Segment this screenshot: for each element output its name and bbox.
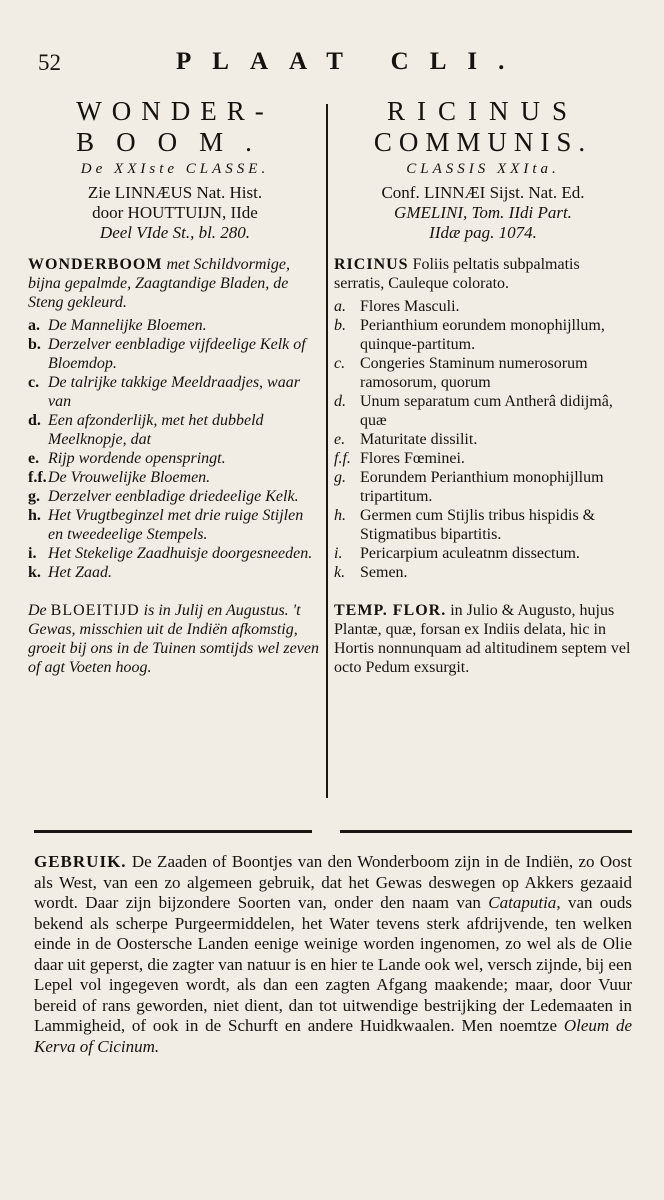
dutch-item bbox=[28, 468, 322, 487]
item-text: Germen cum Stijlis tribus hispidis & Stigmatibus bipartitis. bbox=[360, 507, 596, 543]
page-header bbox=[0, 44, 664, 84]
item-label: b. bbox=[334, 317, 346, 334]
latin-reference bbox=[334, 183, 632, 243]
latin-classis: CLASSIS XXIta. bbox=[406, 161, 560, 177]
gebruik-label: GEBRUIK. bbox=[34, 852, 127, 871]
latin-description bbox=[334, 255, 632, 293]
gebruik-text-2: , van ouds bekend als scherpe Purgeermiddelen, het Water tevens sterk afdrijvende, ten welken einde in de Oostersche Landen eenige weinige worden ingenomen, zo wel als de Olie daar uit geperst, die zagter van natuur is en hier te Lande ook wel, versch zijnde, bij een Lepel vol ingegeven wordt, als dan een zagten Afgang maakende; maar, door Vuur bereid of rans geworden, niet dient, dan tot uitwendige bestrijking der Ledemaaten in Lammigheid, of ook in de Schurft en andere Huidkwaalen. Men noemtze bbox=[34, 893, 632, 1035]
item-label: c. bbox=[334, 355, 346, 372]
latin-item bbox=[334, 297, 632, 316]
latin-ref-line1: Conf. LINNÆI Sijst. Nat. Ed. bbox=[381, 183, 585, 202]
item-label: e. bbox=[334, 431, 346, 448]
latin-item bbox=[334, 354, 632, 392]
item-label: g. bbox=[334, 469, 346, 486]
latin-item bbox=[334, 316, 632, 354]
item-label: c. bbox=[28, 374, 40, 391]
dutch-bloei-prefix: De bbox=[28, 602, 51, 619]
section-rule-left bbox=[34, 830, 312, 833]
dutch-item bbox=[28, 544, 322, 563]
item-label: f.f. bbox=[28, 469, 47, 486]
latin-item bbox=[334, 506, 632, 544]
item-text: Flores Masculi. bbox=[360, 298, 460, 315]
dutch-column bbox=[28, 96, 322, 677]
latin-title-line1: RICINUS bbox=[386, 96, 579, 126]
latin-column bbox=[334, 96, 632, 677]
item-label: i. bbox=[28, 545, 37, 562]
item-text: Unum separatum cum Antherâ didijmâ, quæ bbox=[360, 393, 613, 429]
item-text: Congeries Staminum numerosorum ramosorum, quorum bbox=[360, 355, 588, 391]
dutch-item-list bbox=[28, 316, 322, 582]
item-label: a. bbox=[28, 317, 40, 334]
dutch-ref-line3: Deel VIde St., bl. 280. bbox=[99, 223, 251, 242]
latin-item bbox=[334, 392, 632, 430]
section-rule-right bbox=[340, 830, 632, 833]
item-label: f.f. bbox=[334, 450, 351, 467]
item-label: g. bbox=[28, 488, 40, 505]
item-label: d. bbox=[334, 393, 346, 410]
item-label: d. bbox=[28, 412, 41, 429]
item-text: De Vrouwelijke Bloemen. bbox=[48, 469, 211, 486]
latin-item bbox=[334, 468, 632, 506]
gebruik-paragraph bbox=[34, 852, 632, 1057]
dutch-ref-line2: door HOUTTUIJN, IIde bbox=[92, 203, 258, 222]
item-label: k. bbox=[28, 564, 41, 581]
dutch-item bbox=[28, 506, 322, 544]
item-text: Flores Fœminei. bbox=[360, 450, 465, 467]
latin-tempus-florendi bbox=[334, 601, 632, 677]
latin-description-head: RICINUS bbox=[334, 256, 409, 273]
plate-title: PLAAT CLI. bbox=[176, 48, 526, 75]
item-text: De talrijke takkige Meeldraadjes, waar van bbox=[48, 374, 300, 410]
dutch-item bbox=[28, 411, 322, 449]
latin-temp-head: TEMP. FLOR. bbox=[334, 602, 447, 619]
dutch-item bbox=[28, 487, 322, 506]
latin-item bbox=[334, 430, 632, 449]
latin-item bbox=[334, 563, 632, 582]
gebruik-cataputia: Cataputia bbox=[488, 893, 557, 912]
dutch-description-text: met Schildvormige, bijna gepalmde, Zaagtandige Bladen, de Steng gekleurd. bbox=[28, 256, 290, 311]
item-text: Pericarpium aculeatnm dissectum. bbox=[360, 545, 580, 562]
dutch-item bbox=[28, 373, 322, 411]
dutch-reference bbox=[28, 183, 322, 243]
item-text: De Mannelijke Bloemen. bbox=[48, 317, 207, 334]
item-text: Het Vrugtbeginzel met drie ruige Stijlen en tweedeelige Stempels. bbox=[48, 507, 304, 543]
item-label: b. bbox=[28, 336, 41, 353]
item-label: e. bbox=[28, 450, 40, 467]
gebruik-text-1: De Zaaden of Boontjes van den Wonderboom zijn in de Indiën, zo Oost als West, van een zo algemeen gebruik, dat het Gewas deswegen op Akkers gezaaid wordt. Daar zijn bijzondere Soorten van, onder den naam van bbox=[34, 852, 632, 912]
dutch-bloei-text: is in Julij en Augustus. 't Gewas, misschien uit de Indiën afkomstig, groeit bij ons in de Tuinen somtijds wel zeven of agt Voeten hoog. bbox=[28, 602, 319, 676]
gebruik-oleum: Oleum de Kerva of Cicinum. bbox=[34, 1016, 632, 1056]
page-number: 52 bbox=[38, 50, 61, 75]
column-divider bbox=[326, 104, 328, 798]
latin-item-list bbox=[334, 297, 632, 582]
item-text: Een afzonderlijk, met het dubbeld Meelknopje, dat bbox=[48, 412, 264, 448]
latin-description-text: Foliis peltatis subpalmatis serratis, Cauleque colorato. bbox=[334, 256, 580, 292]
dutch-description-head: WONDERBOOM bbox=[28, 256, 163, 273]
dutch-item bbox=[28, 449, 322, 468]
latin-ref-line2: GMELINI, Tom. IIdi Part. bbox=[394, 203, 572, 222]
latin-title-line2: COMMUNIS. bbox=[373, 127, 593, 157]
dutch-item bbox=[28, 335, 322, 373]
item-text: Maturitate dissilit. bbox=[360, 431, 478, 448]
item-label: i. bbox=[334, 545, 343, 562]
item-label: h. bbox=[334, 507, 346, 524]
dutch-ref-line1: Zie LINNÆUS Nat. Hist. bbox=[87, 183, 263, 202]
item-text: Het Zaad. bbox=[48, 564, 112, 581]
dutch-item bbox=[28, 316, 322, 335]
item-text: Rijp wordende openspringt. bbox=[48, 450, 226, 467]
item-text: Perianthium eorundem monophijllum, quinque-partitum. bbox=[360, 317, 605, 353]
dutch-bloei-head: BLOEITIJD bbox=[50, 602, 140, 619]
dutch-description bbox=[28, 255, 322, 312]
dutch-title-line1: WONDER- bbox=[76, 96, 274, 126]
latin-item bbox=[334, 544, 632, 563]
latin-item bbox=[334, 449, 632, 468]
latin-ref-line3: IIdæ pag. 1074. bbox=[429, 223, 537, 242]
latin-temp-text: in Julio & Augusto, hujus Plantæ, quæ, forsan ex Indiis delata, hic in Hortis nonnunquam ad altitudinem septem vel octo Pedum exsurgit. bbox=[334, 602, 631, 676]
item-label: k. bbox=[334, 564, 346, 581]
item-text: Eorundem Perianthium monophijllum tripartitum. bbox=[360, 469, 604, 505]
item-label: h. bbox=[28, 507, 41, 524]
dutch-classe: De XXIste CLASSE. bbox=[80, 161, 270, 177]
item-text: Derzelver eenbladige driedeelige Kelk. bbox=[48, 488, 299, 505]
item-text: Derzelver eenbladige vijfdeelige Kelk of Bloemdop. bbox=[48, 336, 306, 372]
item-text: Het Stekelige Zaadhuisje doorgesneeden. bbox=[48, 545, 313, 562]
item-label: a. bbox=[334, 298, 346, 315]
dutch-title-line2: BOOM. bbox=[76, 127, 274, 157]
dutch-bloeitijd bbox=[28, 601, 322, 677]
dutch-item bbox=[28, 563, 322, 582]
item-text: Semen. bbox=[360, 564, 408, 581]
